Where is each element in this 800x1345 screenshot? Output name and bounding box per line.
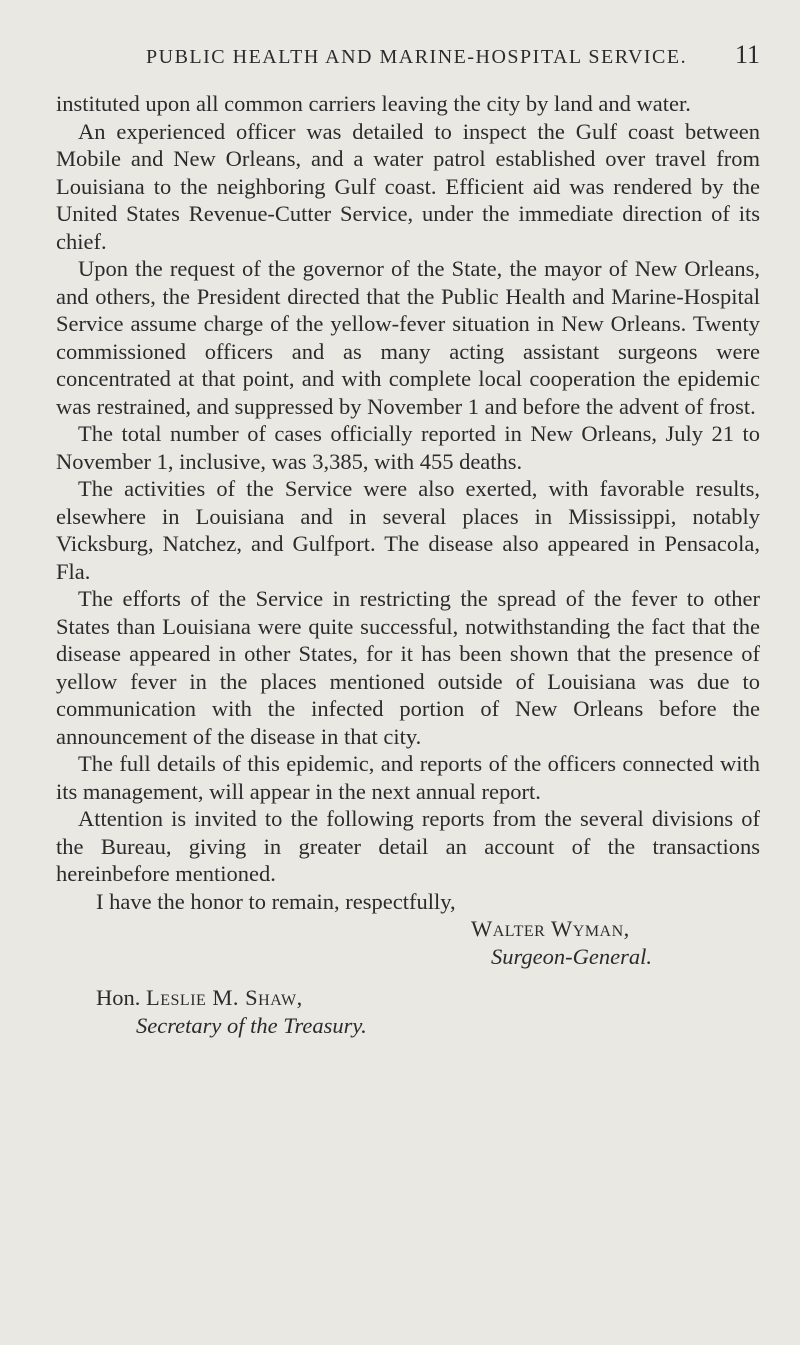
paragraph: The activities of the Service were also exerted, with favorable results, elsewhere in Louisiana and in several places in Mississippi, notably Vicksburg, Natchez, and Gulfport. The disease also appeared in Pensacola, Fla. — [56, 476, 760, 584]
paragraph: The efforts of the Service in restricting the spread of the fever to other States than Louisiana were quite successful, notwithstanding the fact that the disease appeared in other States, for it has been shown that the presence of yellow fever in the places mentioned outside of Louisiana was due to communication with the infected portion of New Orleans before the announcement of the disease in that city. — [56, 586, 760, 749]
running-head-title: PUBLIC HEALTH AND MARINE-HOSPITAL SERVICE. — [146, 46, 688, 68]
body-text — [56, 90, 760, 888]
addressee-title: Secretary of the Treasury. — [136, 1012, 367, 1038]
paragraph: Upon the request of the governor of the State, the mayor of New Orleans, and others, the President directed that the Public Health and Marine-Hospital Service assume charge of the yellow-fever situation in New Orleans. Twenty commissioned officers and as many acting assistant surgeons were concentrated at that point, and with complete local cooperation the epidemic was restrained, and suppressed by November 1 and before the advent of frost. — [56, 256, 760, 419]
running-head — [56, 40, 760, 70]
page-number: 11 — [734, 40, 760, 69]
closing-line: I have the honor to remain, respectfully, — [96, 888, 456, 914]
paragraph: Attention is invited to the following reports from the several divisions of the Bureau, giving in greater detail an account of the transactions hereinbefore mentioned. — [56, 806, 760, 886]
paragraph: The full details of this epidemic, and reports of the officers connected with its management, will appear in the next annual report. — [56, 751, 760, 804]
paragraph: The total number of cases officially reported in New Orleans, July 21 to November 1, inclusive, was 3,385, with 455 deaths. — [56, 421, 760, 474]
signer-name: Walter Wyman, — [471, 916, 630, 941]
addressee-person: Leslie M. Shaw, — [146, 985, 303, 1010]
addressee-name — [56, 984, 760, 1012]
paragraph-continuation: instituted upon all common carriers leaving the city by land and water. — [56, 91, 691, 116]
paragraph: An experienced officer was detailed to inspect the Gulf coast between Mobile and New Orleans, and a water patrol established over travel from Louisiana to the neighboring Gulf coast. Efficient aid was rendered by the United States Revenue-Cutter Service, under the immediate direction of its chief. — [56, 118, 760, 254]
signer-title: Surgeon-General. — [491, 943, 653, 969]
addressee-prefix: Hon. — [96, 985, 141, 1010]
